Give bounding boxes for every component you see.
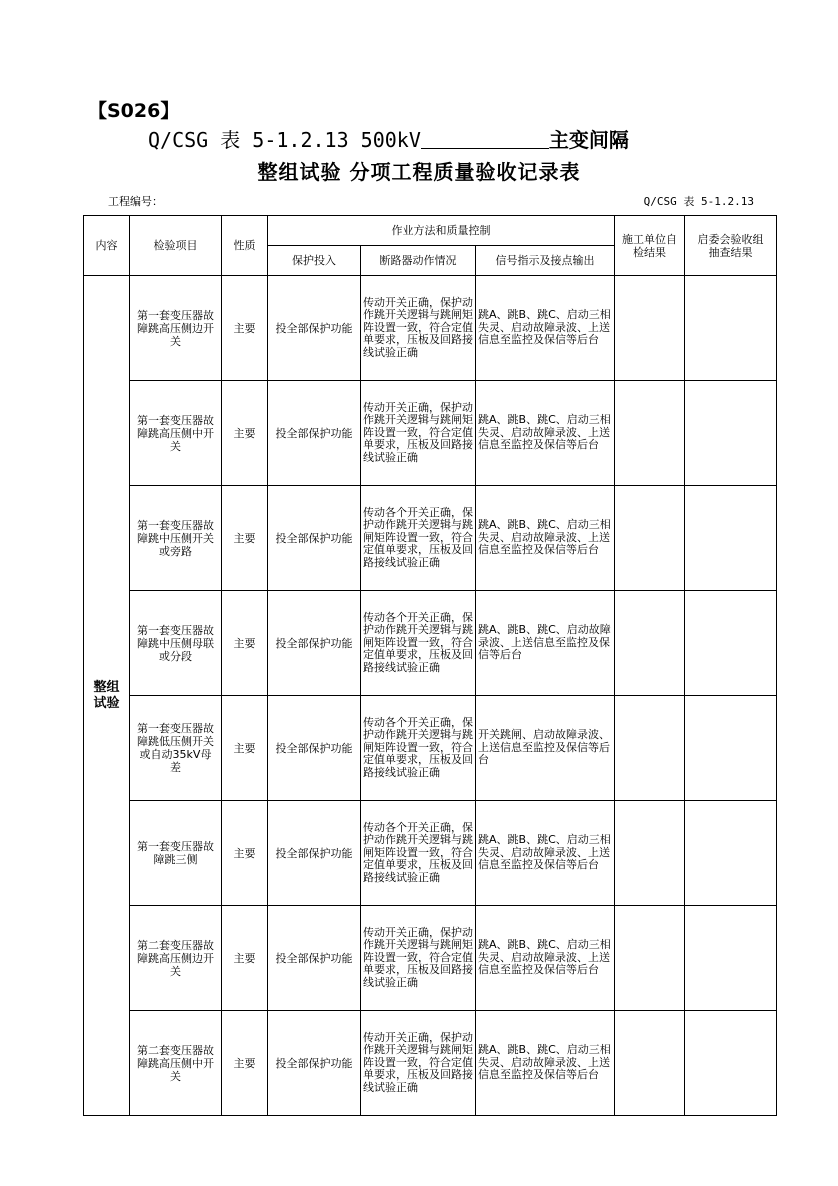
header-breaker: 断路器动作情况 <box>361 246 476 276</box>
item-cell: 第一套变压器故障跳低压侧开关或自动35kV母差 <box>130 696 222 801</box>
construction-result-cell[interactable] <box>615 486 685 591</box>
breaker-cell: 传动各个开关正确，保护动作跳开关逻辑与跳闸矩阵设置一致，符合定值单要求，压板及回路接线试验正确 <box>361 696 476 801</box>
committee-result-cell[interactable] <box>685 381 777 486</box>
signal-cell: 跳A、跳B、跳C、启动三相失灵、启动故障录波、上送信息至监控及保信等后台 <box>476 381 615 486</box>
protection-cell: 投全部保护功能 <box>268 381 361 486</box>
nature-cell: 主要 <box>222 591 268 696</box>
header-item: 检验项目 <box>130 216 222 276</box>
breaker-cell: 传动开关正确，保护动作跳开关逻辑与跳闸矩阵设置一致，符合定值单要求，压板及回路接线试验正确 <box>361 381 476 486</box>
header-nature: 性质 <box>222 216 268 276</box>
committee-result-cell[interactable] <box>685 591 777 696</box>
committee-result-cell[interactable] <box>685 1011 777 1116</box>
breaker-cell: 传动各个开关正确，保护动作跳开关逻辑与跳闸矩阵设置一致，符合定值单要求，压板及回路接线试验正确 <box>361 801 476 906</box>
committee-result-cell[interactable] <box>685 276 777 381</box>
item-cell: 第一套变压器故障跳高压侧中开关 <box>130 381 222 486</box>
breaker-cell: 传动开关正确，保护动作跳开关逻辑与跳闸矩阵设置一致，符合定值单要求，压板及回路接线试验正确 <box>361 276 476 381</box>
item-cell: 第一套变压器故障跳高压侧边开关 <box>130 276 222 381</box>
construction-result-cell[interactable] <box>615 276 685 381</box>
signal-cell: 开关跳闸、启动故障录波、上送信息至监控及保信等后台 <box>476 696 615 801</box>
committee-result-cell[interactable] <box>685 696 777 801</box>
protection-cell: 投全部保护功能 <box>268 486 361 591</box>
nature-cell: 主要 <box>222 486 268 591</box>
nature-cell: 主要 <box>222 696 268 801</box>
header-content: 内容 <box>84 216 130 276</box>
protection-cell: 投全部保护功能 <box>268 591 361 696</box>
header-construction: 施工单位自检结果 <box>615 216 685 276</box>
protection-cell: 投全部保护功能 <box>268 276 361 381</box>
item-cell: 第一套变压器故障跳中压侧开关或旁路 <box>130 486 222 591</box>
committee-result-cell[interactable] <box>685 801 777 906</box>
header-signal: 信号指示及接点输出 <box>476 246 615 276</box>
signal-cell: 跳A、跳B、跳C、启动故障录波、上送信息至监控及保信等后台 <box>476 591 615 696</box>
signal-cell: 跳A、跳B、跳C、启动三相失灵、启动故障录波、上送信息至监控及保信等后台 <box>476 801 615 906</box>
signal-cell: 跳A、跳B、跳C、启动三相失灵、启动故障录波、上送信息至监控及保信等后台 <box>476 276 615 381</box>
table-row <box>84 381 777 486</box>
title-blank-line <box>421 130 549 149</box>
nature-cell: 主要 <box>222 906 268 1011</box>
item-cell: 第二套变压器故障跳高压侧中开关 <box>130 1011 222 1116</box>
signal-cell: 跳A、跳B、跳C、启动三相失灵、启动故障录波、上送信息至监控及保信等后台 <box>476 906 615 1011</box>
construction-result-cell[interactable] <box>615 1011 685 1116</box>
signal-cell: 跳A、跳B、跳C、启动三相失灵、启动故障录波、上送信息至监控及保信等后台 <box>476 1011 615 1116</box>
nature-cell: 主要 <box>222 801 268 906</box>
form-code: 【S026】 <box>88 100 180 122</box>
construction-result-cell[interactable] <box>615 591 685 696</box>
nature-cell: 主要 <box>222 381 268 486</box>
protection-cell: 投全部保护功能 <box>268 801 361 906</box>
nature-cell: 主要 <box>222 276 268 381</box>
item-cell: 第一套变压器故障跳三侧 <box>130 801 222 906</box>
signal-cell: 跳A、跳B、跳C、启动三相失灵、启动故障录波、上送信息至监控及保信等后台 <box>476 486 615 591</box>
item-cell: 第一套变压器故障跳中压侧母联或分段 <box>130 591 222 696</box>
category-cell: 整组试验 <box>84 276 130 1116</box>
table-row <box>84 486 777 591</box>
project-no-label: 工程编号： <box>108 195 163 208</box>
construction-result-cell[interactable] <box>615 696 685 801</box>
construction-result-cell[interactable] <box>615 906 685 1011</box>
header-protection: 保护投入 <box>268 246 361 276</box>
header-method-group: 作业方法和质量控制 <box>268 216 615 246</box>
title-suffix: 主变间隔 <box>548 128 629 152</box>
table-row <box>84 591 777 696</box>
breaker-cell: 传动各个开关正确，保护动作跳开关逻辑与跳闸矩阵设置一致，符合定值单要求，压板及回路接线试验正确 <box>361 486 476 591</box>
construction-result-cell[interactable] <box>615 381 685 486</box>
protection-cell: 投全部保护功能 <box>268 1011 361 1116</box>
breaker-cell: 传动开关正确，保护动作跳开关逻辑与跳闸矩阵设置一致，符合定值单要求，压板及回路接线试验正确 <box>361 1011 476 1116</box>
standard-ref: Q/CSG 表 5-1.2.13 <box>643 195 754 208</box>
table-row <box>84 906 777 1011</box>
table-row <box>84 801 777 906</box>
acceptance-table <box>83 215 777 1116</box>
table-row <box>84 696 777 801</box>
table-row <box>84 276 777 381</box>
committee-result-cell[interactable] <box>685 906 777 1011</box>
page-title <box>148 124 629 153</box>
page-subtitle: 整组试验 分项工程质量验收记录表 <box>257 160 581 184</box>
protection-cell: 投全部保护功能 <box>268 696 361 801</box>
protection-cell: 投全部保护功能 <box>268 906 361 1011</box>
item-cell: 第二套变压器故障跳高压侧边开关 <box>130 906 222 1011</box>
breaker-cell: 传动开关正确，保护动作跳开关逻辑与跳闸矩阵设置一致，符合定值单要求，压板及回路接线试验正确 <box>361 906 476 1011</box>
table-row <box>84 1011 777 1116</box>
nature-cell: 主要 <box>222 1011 268 1116</box>
title-prefix: Q/CSG 表 5-1.2.13 500kV <box>148 128 421 152</box>
construction-result-cell[interactable] <box>615 801 685 906</box>
committee-result-cell[interactable] <box>685 486 777 591</box>
header-committee: 启委会验收组抽查结果 <box>685 216 777 276</box>
breaker-cell: 传动各个开关正确，保护动作跳开关逻辑与跳闸矩阵设置一致，符合定值单要求，压板及回路接线试验正确 <box>361 591 476 696</box>
